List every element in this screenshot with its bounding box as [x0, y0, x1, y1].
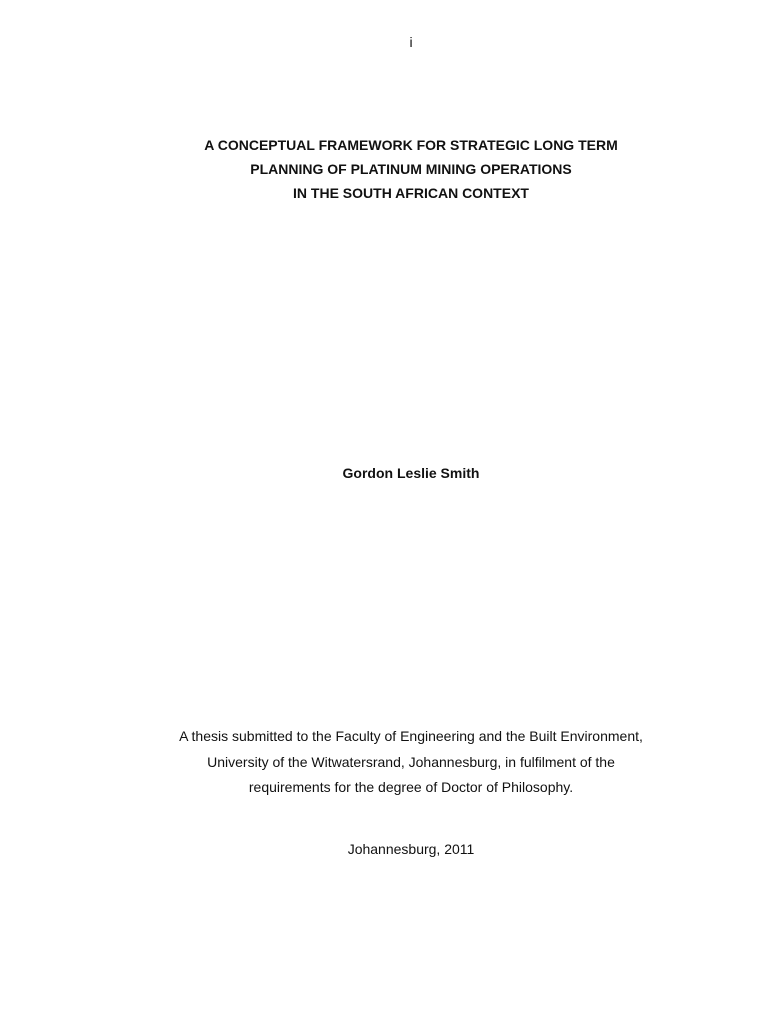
thesis-title-line-2: PLANNING OF PLATINUM MINING OPERATIONS	[250, 161, 572, 177]
submission-line-2: University of the Witwatersrand, Johannesburg, in fulfilment of the	[207, 753, 615, 770]
thesis-title-line-1: A CONCEPTUAL FRAMEWORK FOR STRATEGIC LONG TERM	[204, 137, 618, 153]
thesis-title-line-3: IN THE SOUTH AFRICAN CONTEXT	[293, 185, 529, 201]
author-name: Gordon Leslie Smith	[342, 465, 480, 481]
thesis-title	[0, 133, 768, 205]
submission-statement	[0, 724, 768, 801]
submission-line-1: A thesis submitted to the Faculty of Engineering and the Built Environment,	[179, 728, 643, 744]
submission-line-3: requirements for the degree of Doctor of Philosophy.	[248, 779, 574, 795]
page-number: i	[409, 34, 413, 50]
place-and-date: Johannesburg, 2011	[347, 841, 475, 857]
